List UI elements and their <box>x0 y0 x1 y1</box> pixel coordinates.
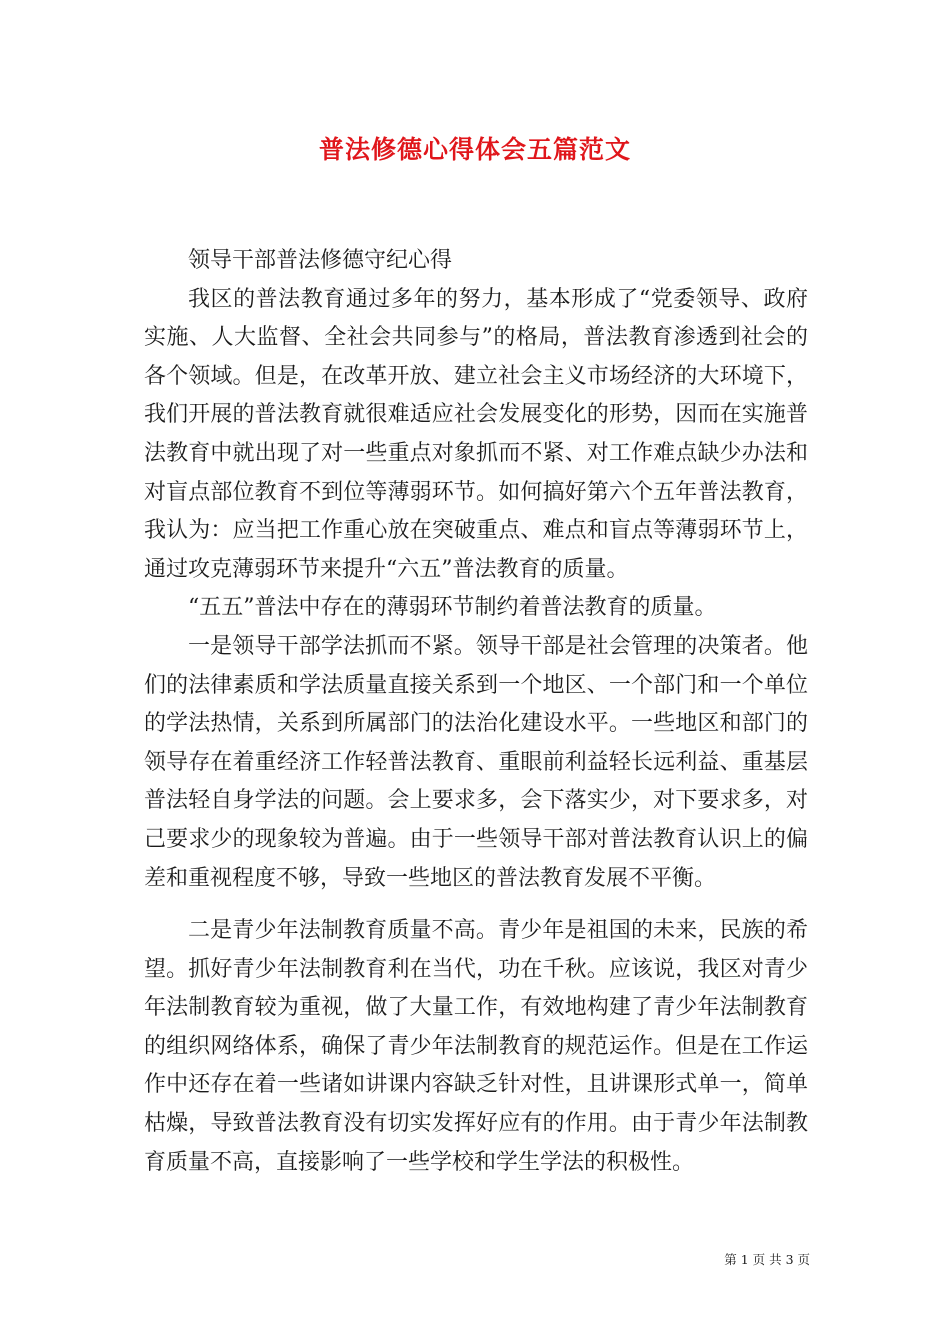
section-heading: 领导干部普法修德守纪心得 <box>188 248 453 273</box>
paragraph-weakness: “五五”普法中存在的薄弱环节制约着普法教育的质量。 <box>188 595 717 621</box>
document-title: 普法修德心得体会五篇范文 <box>318 135 631 164</box>
paragraph-intro: 我区的普法教育通过多年的努力，基本形成了“党委领导、政府实施、人大监督、全社会共同参与”的格局，普法教育渗透到社会的各个领域。但是，在改革开放、建立社会主义市场经济的大环境下，我们开展的普法教育就很难适应社会发展变化的形势，因而在实施普法教育中就出现了对一些重点对象抓而不紧、对工作难点缺少办法和对盲点部位教育不到位等薄弱环节。如何搞好第六个五年普法教育，我认为：应当把工作重心放在突破重点、难点和盲点等薄弱环节上，通过攻克薄弱环节来提升“六五”普法教育的质量。 <box>144 286 808 582</box>
paragraph-point-one: 一是领导干部学法抓而不紧。领导干部是社会管理的决策者。他们的法律素质和学法质量直接关系到一个地区、一个部门和一个单位的学法热情，关系到所属部门的法治化建设水平。一些地区和部门的领导存在着重经济工作轻普法教育、重眼前利益轻长远利益、重基层普法轻自身学法的问题。会上要求多，会下落实少，对下要求多，对己要求少的现象较为普遍。由于一些领导干部对普法教育认识上的偏差和重视程度不够，导致一些地区的普法教育发展不平衡。 <box>144 633 808 891</box>
page-number: 第 1 页 共 3 页 <box>724 1252 810 1267</box>
paragraph-point-two: 二是青少年法制教育质量不高。青少年是祖国的未来，民族的希望。抓好青少年法制教育利在当代，功在千秋。应该说，我区对青少年法制教育较为重视，做了大量工作，有效地构建了青少年法制教育的组织网络体系，确保了青少年法制教育的规范运作。但是在工作运作中还存在着一些诸如讲课内容缺乏针对性，且讲课形式单一，简单枯燥，导致普法教育没有切实发挥好应有的作用。由于青少年法制教育质量不高，直接影响了一些学校和学生学法的积极性。 <box>144 918 808 1175</box>
document-body <box>144 242 808 1182</box>
